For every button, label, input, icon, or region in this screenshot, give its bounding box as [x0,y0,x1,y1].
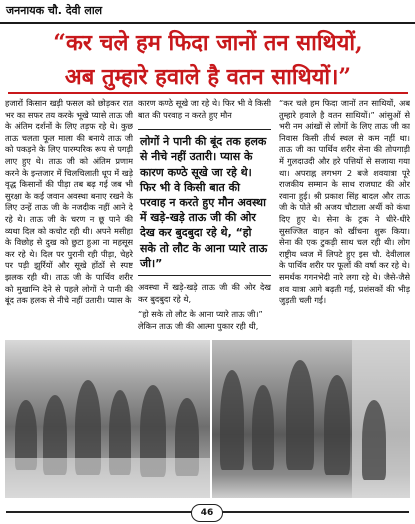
magazine-section-title: जननायक चौ. देवी लाल [6,4,103,17]
funeral-crowd-photo [5,340,210,498]
column-2-quotes [138,308,271,332]
column-2-intro: कारण कण्ठे सूखे जा रहे थे। फिर भी वे किसी बात की परवाह न करते हुए मौन [138,98,271,120]
article-column-1: हजारों किसान खड़ी फसल को छोड़कर रात भर का सफर तय करके भूखे प्यासे ताऊ जी के अंतिम दर्शनों के लिए तड़फ रहे थे। कुछ ताऊ चलता फूल माला की बनाये ताऊ जी को पकड़ने के लिए पारम्परिक रूप से पगड़ी लाए हुए थे। ताऊ जी को अंतिम प्रणाम करने के इन्तजार में चिलचिलाती धूप में खड़े वृद्ध किसानों की पीड़ा तब बढ़ गई जब भी सुरक्षा के कई जवान अवस्था बनाए रखने के लिए उन्हें ताऊ जी के नजदीक नहीं आने दे रहे थे। ताऊ जी के चरण न छू पाने की व्यथा दिल को कचोट रही थी। अपने मसीहा के विछोह से दुख को छुटा हुआ ना महसूस कर रहे थे। दिल पर पुरानी रही पीड़ा, चेहरे पर पड़ी झुर्रियों और सूखे होंठों से स्पष्ट झलक रही थी। ताऊ जी के पार्थिव शरीर को मुखाग्नि देने से पहले लोगों ने पानी की बूंद तक हलक से नीचे नहीं उतारी। प्यास के [5,98,133,306]
photo-figure [220,370,244,470]
headline [8,26,408,94]
photo-foreground [5,458,210,498]
headline-line-1: “कर चले हम फिदा जानों तन साथियों, [53,30,363,56]
quote-line-1: “हो सके तो लौट के आना प्यारे ताऊ जी।” [138,309,263,320]
page-footer [0,502,415,524]
photo-figure [252,385,274,470]
headline-line-2: अब तुम्हारे हवाले है वतन साथियों।” [64,64,352,90]
quote-line-2: लेकिन ताऊ जी की आत्मा पुकार रही थी, [138,321,259,332]
article-column-3: “कर चले हम फिदा जानों तन साथियों, अब तुम्हारे हवाले है वतन साथियों।” आंसुओं से भरी नम आंखों से लोगों के लिए ताऊ जी का निवास किसी तीर्थ स्थल से कम नहीं था। ताऊ जी का पार्थिव शरीर सेना की तोपगाड़ी में गुलदाउदी और हरे पत्तियों से सजाया गया था। अपराह्न लगभग 2 बजे शवयात्रा पूरे राजकीय सम्मान के साथ राजघाट की ओर रवाना हुई। श्री प्रकाश सिंह बादल और ताऊ जी के पोते श्री अजय चौटाला अर्थी को कंधा दिए हुए थे। सेना के ट्रक ने धीरे-धीरे सुसज्जित वाहन को खींचना शुरू किया। सेना की एक टुकड़ी साथ चल रही थी। लोग राष्ट्रीय ध्वज में लिपटे हुए इस चौ. देवीलाल के पार्थिव शरीर पर फूलों की वर्षा कर रहे थे। समर्थक गगनभेदी नारे लगा रहे थे। जैसे-जैसे शव यात्रा आगे बढ़ती गई, प्रशंसकों की भीड़ जुड़ती चली गई। [279,98,410,306]
header-bar [0,0,415,24]
headline-rule [8,92,408,94]
photo-figure [362,400,386,480]
pull-quote: लोगों ने पानी की बूंद तक हलक से नीचे नहीं उतारी। प्यास के कारण कण्ठे सूखे जा रहे थे। फिर भी वे किसी बात की परवाह न करते हुए मौन अवस्था में खड़े-खड़े ताऊ जी की ओर देख कर बुदबुदा रहे थे, “हो सके तो लौट के आना प्यारे ताऊ जी।” [138,129,271,276]
page-number: 46 [191,504,223,522]
photo-figure [286,360,314,470]
photo-figure [324,375,350,475]
column-2-continued: अवस्था में खड़े-खड़े ताऊ जी की ओर देख कर बुदबुदा रहे थे, [138,282,271,304]
article-column-2 [138,98,271,332]
cremation-ceremony-photo [212,340,410,498]
